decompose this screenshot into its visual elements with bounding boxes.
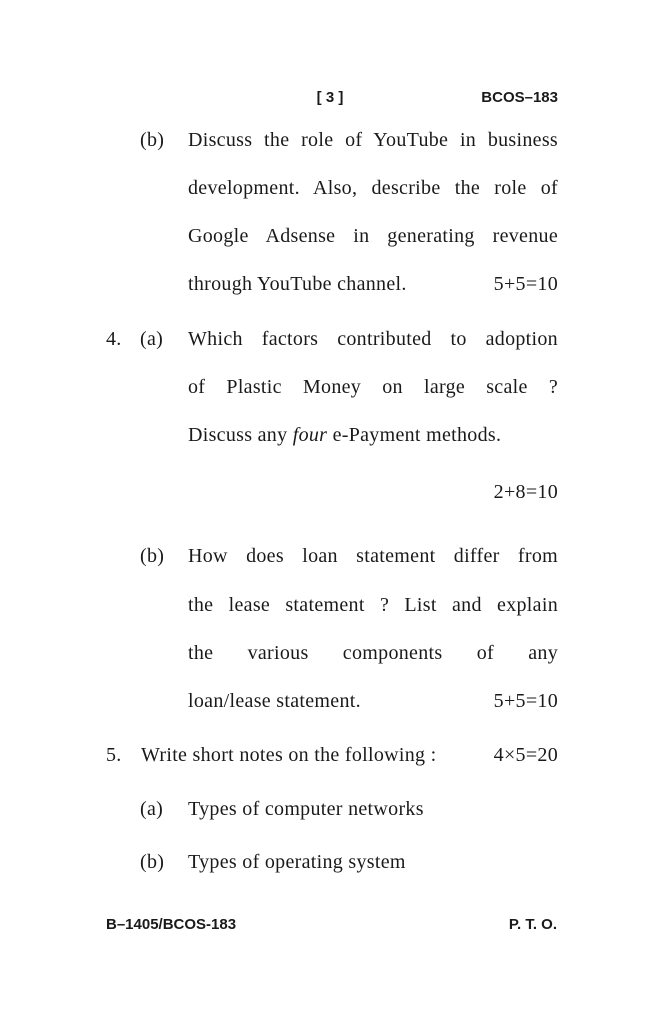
question-number: 4. [106, 328, 122, 350]
footer-pto: P. T. O. [508, 916, 557, 933]
item-label: (a) [140, 798, 164, 820]
question-text: through YouTube channel. [188, 273, 407, 295]
question-text-line [188, 688, 558, 714]
question-label: (b) [140, 129, 165, 151]
question-text-line: of Plastic Money on large scale ? [188, 376, 558, 398]
page-number: [ 3 ] [316, 89, 344, 106]
question-number: 5. [106, 744, 122, 766]
question-text: loan/lease statement. [188, 690, 361, 712]
question-text: Write short notes on the following : [141, 744, 437, 766]
marks: 5+5=10 [493, 690, 558, 712]
marks: 5+5=10 [493, 273, 558, 295]
question-label: (a) [140, 328, 164, 350]
question-text-line [141, 742, 558, 768]
footer-code: B–1405/BCOS-183 [106, 916, 237, 933]
emphasis: four [292, 424, 328, 446]
question-text-line: Which factors contributed to adoption [188, 328, 558, 350]
text: Discuss any [188, 424, 293, 446]
question-text-line: Google Adsense in generating revenue [188, 225, 558, 247]
question-text-line: Discuss the role of YouTube in business [188, 129, 558, 151]
marks: 2+8=10 [493, 481, 558, 503]
item-text: Types of operating system [188, 851, 406, 873]
question-text-line: the lease statement ? List and explain [188, 594, 558, 616]
marks: 4×5=20 [493, 744, 558, 766]
text: e-Payment methods. [327, 424, 502, 446]
question-text-line: development. Also, describe the role of [188, 177, 558, 199]
question-text-line [188, 422, 558, 448]
question-label: (b) [140, 545, 165, 567]
question-text-line: How does loan statement differ from [188, 545, 558, 567]
item-label: (b) [140, 851, 165, 873]
question-text-line [188, 271, 558, 297]
item-text: Types of computer networks [188, 798, 424, 820]
course-code: BCOS–183 [481, 89, 558, 106]
question-text-line: the various components of any [188, 642, 558, 664]
